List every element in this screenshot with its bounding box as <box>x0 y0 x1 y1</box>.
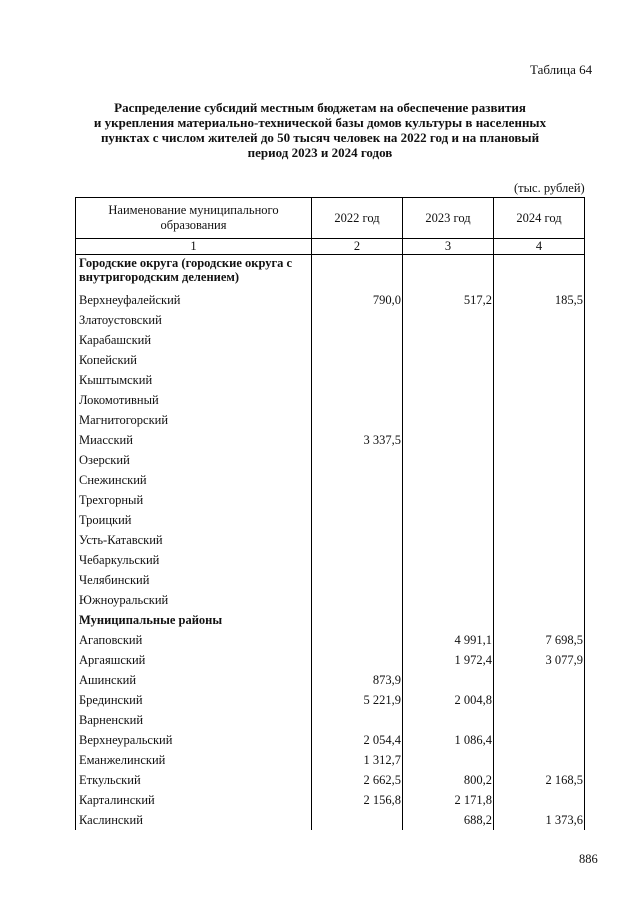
empty-cell <box>403 255 494 291</box>
table-row <box>76 730 585 750</box>
table-row <box>76 630 585 650</box>
table-row <box>76 510 585 530</box>
municipality-name: Брединский <box>76 690 312 710</box>
value-2024: 185,5 <box>494 290 585 310</box>
value-2023: 1 972,4 <box>403 650 494 670</box>
table-label: Таблица 64 <box>530 62 593 77</box>
value-2024 <box>494 350 585 370</box>
value-2022 <box>312 650 403 670</box>
municipality-name: Агаповский <box>76 630 312 650</box>
value-2023 <box>403 510 494 530</box>
value-2023 <box>403 350 494 370</box>
value-2022 <box>312 630 403 650</box>
value-2023 <box>403 710 494 730</box>
value-2022 <box>312 450 403 470</box>
header-2022: 2022 год <box>312 198 403 239</box>
table-row <box>76 710 585 730</box>
value-2022: 3 337,5 <box>312 430 403 450</box>
value-2024 <box>494 550 585 570</box>
value-2022 <box>312 330 403 350</box>
value-2024 <box>494 590 585 610</box>
empty-cell <box>494 255 585 291</box>
column-number: 3 <box>403 239 494 255</box>
value-2024 <box>494 370 585 390</box>
value-2023 <box>403 670 494 690</box>
municipality-name: Еманжелинский <box>76 750 312 770</box>
municipality-name: Южноуральский <box>76 590 312 610</box>
subsidy-table <box>75 197 585 830</box>
group-header-row <box>76 255 585 291</box>
empty-cell <box>403 610 494 630</box>
value-2023: 1 086,4 <box>403 730 494 750</box>
header-row <box>76 198 585 239</box>
title-line: и укрепления материально-технической базы домов культуры в населенных <box>93 115 547 130</box>
table-row <box>76 650 585 670</box>
value-2024: 3 077,9 <box>494 650 585 670</box>
value-2024 <box>494 390 585 410</box>
municipality-name: Каслинский <box>76 810 312 830</box>
value-2022: 1 312,7 <box>312 750 403 770</box>
table-row <box>76 350 585 370</box>
value-2023 <box>403 530 494 550</box>
municipality-name: Трехгорный <box>76 490 312 510</box>
value-2023 <box>403 370 494 390</box>
value-2022 <box>312 570 403 590</box>
value-2023 <box>403 490 494 510</box>
municipality-name: Кыштымский <box>76 370 312 390</box>
table-row <box>76 590 585 610</box>
table-row <box>76 770 585 790</box>
value-2023 <box>403 390 494 410</box>
table-row <box>76 550 585 570</box>
value-2023 <box>403 470 494 490</box>
group-header-row <box>76 610 585 630</box>
municipality-name: Челябинский <box>76 570 312 590</box>
value-2023 <box>403 330 494 350</box>
municipality-name: Чебаркульский <box>76 550 312 570</box>
value-2022 <box>312 390 403 410</box>
table-row <box>76 430 585 450</box>
value-2023: 4 991,1 <box>403 630 494 650</box>
header-2024: 2024 год <box>494 198 585 239</box>
municipality-name: Аргаяшский <box>76 650 312 670</box>
value-2022 <box>312 710 403 730</box>
title-line: пунктах с числом жителей до 50 тысяч человек на 2022 год и на плановый <box>100 130 540 145</box>
value-2024 <box>494 690 585 710</box>
value-2024 <box>494 330 585 350</box>
table-row <box>76 750 585 770</box>
title-line: период 2023 и 2024 годов <box>247 145 393 160</box>
value-2024: 1 373,6 <box>494 810 585 830</box>
value-2023: 2 004,8 <box>403 690 494 710</box>
table-row <box>76 390 585 410</box>
value-2022 <box>312 550 403 570</box>
value-2022: 2 156,8 <box>312 790 403 810</box>
title-line: Распределение субсидий местным бюджетам на обеспечение развития <box>114 100 526 115</box>
group-title: Городские округа (городские округа с внутригородским делением) <box>76 255 312 291</box>
value-2024 <box>494 430 585 450</box>
value-2024 <box>494 310 585 330</box>
table-row <box>76 310 585 330</box>
value-2022: 790,0 <box>312 290 403 310</box>
municipality-name: Магнитогорский <box>76 410 312 430</box>
value-2023 <box>403 570 494 590</box>
value-2022: 2 662,5 <box>312 770 403 790</box>
value-2022: 873,9 <box>312 670 403 690</box>
municipality-name: Миасский <box>76 430 312 450</box>
value-2022: 2 054,4 <box>312 730 403 750</box>
value-2024 <box>494 710 585 730</box>
value-2022 <box>312 370 403 390</box>
table-row <box>76 810 585 830</box>
value-2022 <box>312 410 403 430</box>
value-2023: 2 171,8 <box>403 790 494 810</box>
municipality-name: Усть-Катавский <box>76 530 312 550</box>
value-2022 <box>312 810 403 830</box>
table-row <box>76 670 585 690</box>
table-row <box>76 370 585 390</box>
table-row <box>76 290 585 310</box>
header-name: Наименование муниципального образования <box>76 198 312 239</box>
value-2024 <box>494 750 585 770</box>
municipality-name: Верхнеуральский <box>76 730 312 750</box>
value-2022 <box>312 590 403 610</box>
municipality-name: Варненский <box>76 710 312 730</box>
value-2023 <box>403 590 494 610</box>
municipality-name: Верхнеуфалейский <box>76 290 312 310</box>
table-body <box>76 255 585 831</box>
value-2024 <box>494 490 585 510</box>
value-2024 <box>494 730 585 750</box>
value-2022 <box>312 350 403 370</box>
table-row <box>76 530 585 550</box>
value-2023 <box>403 750 494 770</box>
value-2022 <box>312 490 403 510</box>
header-2023: 2023 год <box>403 198 494 239</box>
value-2023 <box>403 430 494 450</box>
table-title <box>60 100 580 160</box>
value-2024: 2 168,5 <box>494 770 585 790</box>
group-title: Муниципальные районы <box>76 610 312 630</box>
municipality-name: Еткульский <box>76 770 312 790</box>
table-row <box>76 450 585 470</box>
page-number: 886 <box>579 852 598 866</box>
column-number: 4 <box>494 239 585 255</box>
municipality-name: Локомотивный <box>76 390 312 410</box>
municipality-name: Копейский <box>76 350 312 370</box>
value-2023 <box>403 550 494 570</box>
value-2024 <box>494 410 585 430</box>
value-2022 <box>312 470 403 490</box>
value-2023: 688,2 <box>403 810 494 830</box>
municipality-name: Карабашский <box>76 330 312 350</box>
value-2024 <box>494 510 585 530</box>
value-2024 <box>494 570 585 590</box>
value-2023 <box>403 410 494 430</box>
value-2022 <box>312 510 403 530</box>
value-2024: 7 698,5 <box>494 630 585 650</box>
value-2022 <box>312 310 403 330</box>
value-2023 <box>403 310 494 330</box>
value-2022 <box>312 530 403 550</box>
empty-cell <box>494 610 585 630</box>
municipality-name: Ашинский <box>76 670 312 690</box>
empty-cell <box>312 255 403 291</box>
value-2024 <box>494 790 585 810</box>
value-2024 <box>494 450 585 470</box>
municipality-name: Карталинский <box>76 790 312 810</box>
municipality-name: Троицкий <box>76 510 312 530</box>
column-number-row <box>76 239 585 255</box>
table-row <box>76 330 585 350</box>
value-2024 <box>494 530 585 550</box>
table-row <box>76 490 585 510</box>
empty-cell <box>312 610 403 630</box>
municipality-name: Озерский <box>76 450 312 470</box>
value-2024 <box>494 470 585 490</box>
table-row <box>76 570 585 590</box>
value-2023: 800,2 <box>403 770 494 790</box>
table-row <box>76 790 585 810</box>
municipality-name: Златоустовский <box>76 310 312 330</box>
column-number: 2 <box>312 239 403 255</box>
value-2023: 517,2 <box>403 290 494 310</box>
value-2024 <box>494 670 585 690</box>
units-label: (тыс. рублей) <box>514 181 585 195</box>
value-2023 <box>403 450 494 470</box>
municipality-name: Снежинский <box>76 470 312 490</box>
column-number: 1 <box>76 239 312 255</box>
table-row <box>76 690 585 710</box>
value-2022: 5 221,9 <box>312 690 403 710</box>
table-row <box>76 410 585 430</box>
table-row <box>76 470 585 490</box>
